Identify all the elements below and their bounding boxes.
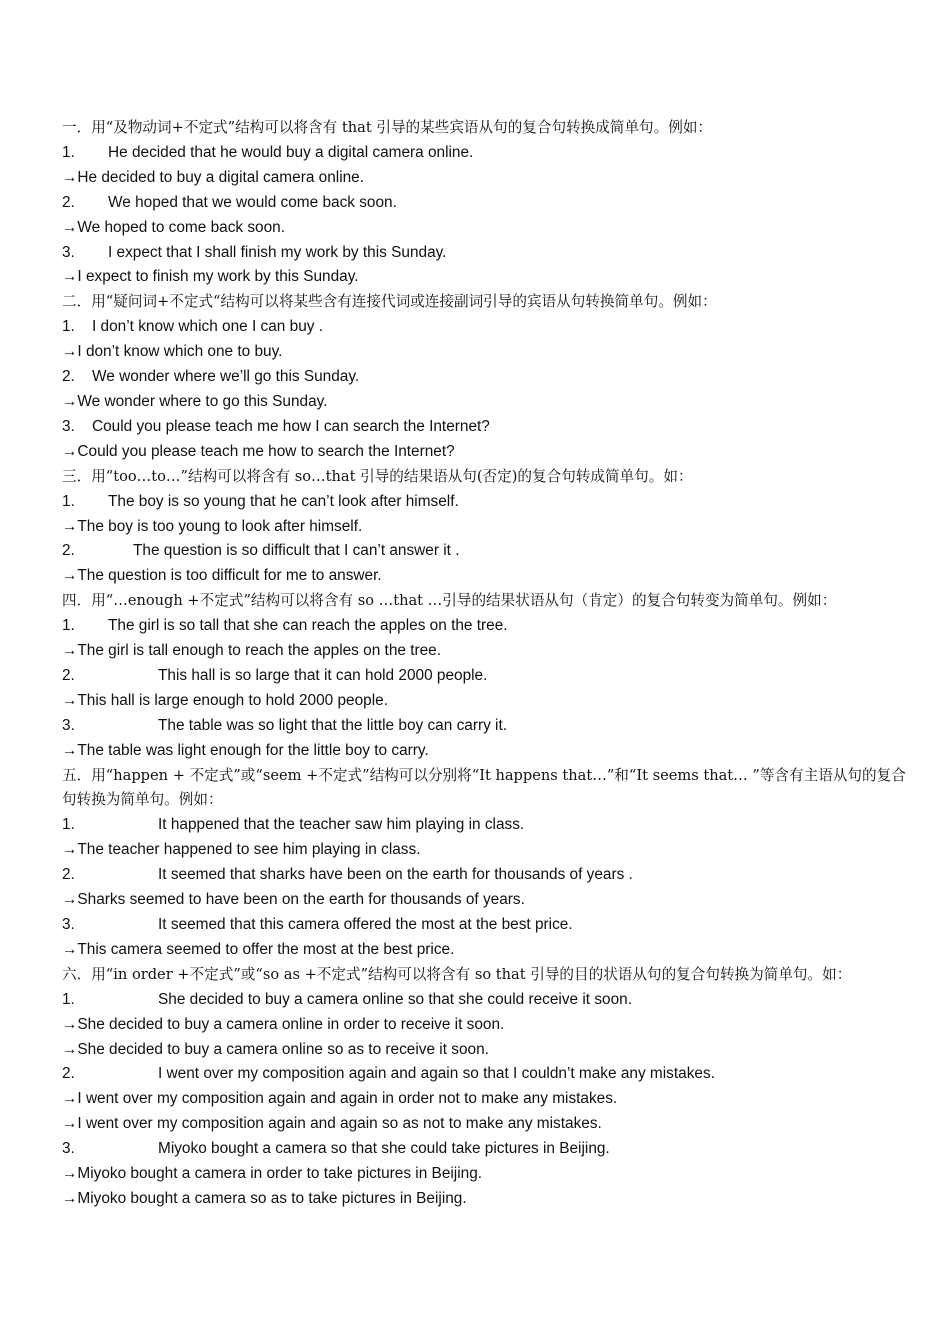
converted-sentence: →The question is too difficult for me to answer.: [62, 567, 382, 585]
example-sentence: [62, 315, 920, 340]
example-sentence: [62, 813, 920, 838]
section-heading: 一．用“及物动词+不定式”结构可以将含有 that 引导的某些宾语从句的复合句转换成简单句。例如：: [62, 119, 713, 136]
converted-sentence: →I expect to finish my work by this Sunday.: [62, 268, 359, 286]
item-number: 3.: [62, 417, 75, 435]
converted-sentence: →The teacher happened to see him playing in class.: [62, 841, 421, 859]
converted-sentence: →This hall is large enough to hold 2000 people.: [62, 691, 388, 709]
converted-sentence: →The table was light enough for the little boy to carry.: [62, 741, 429, 759]
converted-sentence: →She decided to buy a camera online so as to receive it soon.: [62, 1040, 489, 1058]
converted-sentence: →Could you please teach me how to search the Internet?: [62, 442, 455, 460]
original-sentence: Miyoko bought a camera so that she could take pictures in Beijing.: [158, 1140, 610, 1158]
item-number: 1.: [62, 816, 75, 834]
original-sentence: I went over my composition again and again so that I couldn’t make any mistakes.: [158, 1065, 715, 1083]
section-heading: 五．用“happen + 不定式”或“seem +不定式”结构可以分别将“It happens that…”和“It seems that… ”等含有主语从句的复合句转换为简单句。例如：: [62, 766, 906, 809]
example-sentence: [62, 863, 920, 888]
item-number: 1.: [62, 143, 75, 161]
original-sentence: She decided to buy a camera online so that she could receive it soon.: [158, 990, 632, 1008]
example-sentence: [62, 539, 920, 564]
example-sentence: [62, 714, 920, 739]
item-number: 2.: [62, 368, 75, 386]
converted-sentence: →The girl is tall enough to reach the apples on the tree.: [62, 642, 442, 660]
original-sentence: It happened that the teacher saw him playing in class.: [158, 816, 525, 834]
converted-sentence: →I went over my composition again and again in order not to make any mistakes.: [62, 1090, 618, 1108]
example-sentence: [62, 141, 920, 166]
original-sentence: He decided that he would buy a digital camera online.: [108, 143, 474, 161]
section-heading: 六．用“in order +不定式”或“so as +不定式”结构可以将含有 so that 引导的目的状语从句的复合句转换为简单句。如：: [62, 965, 852, 983]
item-number: 3.: [62, 916, 75, 933]
item-number: 2.: [62, 542, 75, 560]
item-number: 3.: [62, 1140, 75, 1158]
example-sentence: [62, 1062, 920, 1087]
converted-sentence: →I went over my composition again and again so as not to make any mistakes.: [62, 1115, 602, 1133]
converted-sentence: →Miyoko bought a camera in order to take pictures in Beijing.: [62, 1165, 483, 1183]
original-sentence: I expect that I shall finish my work by this Sunday.: [108, 243, 447, 261]
item-number: 2.: [62, 1065, 75, 1083]
original-sentence: The girl is so tall that she can reach the apples on the tree.: [108, 617, 508, 635]
original-sentence: We wonder where we’ll go this Sunday.: [92, 368, 360, 386]
example-sentence: [62, 191, 920, 216]
original-sentence: The table was so light that the little boy can carry it.: [158, 716, 508, 734]
section-heading: 三．用“too…to…”结构可以将含有 so…that 引导的结果语从句(否定)的复合句转成简单句。如：: [62, 467, 693, 485]
item-number: 1.: [62, 990, 75, 1008]
example-sentence: [62, 415, 920, 440]
original-sentence: The question is so difficult that I can’t answer it .: [133, 542, 460, 560]
converted-sentence: →Miyoko bought a camera so as to take pictures in Beijing.: [62, 1189, 467, 1207]
converted-sentence: →This camera seemed to offer the most at the best price.: [62, 940, 455, 958]
original-sentence: It seemed that sharks have been on the earth for thousands of years .: [158, 866, 633, 884]
item-number: 1.: [62, 492, 75, 510]
item-number: 3.: [62, 716, 75, 734]
original-sentence: Could you please teach me how I can search the Internet?: [92, 417, 490, 435]
example-sentence: [62, 241, 920, 266]
original-sentence: We hoped that we would come back soon.: [108, 193, 397, 211]
example-sentence: [62, 365, 920, 390]
original-sentence: It seemed that this camera offered the most at the best price.: [158, 916, 573, 933]
example-sentence: [62, 1137, 920, 1162]
example-sentence: [62, 988, 920, 1013]
item-number: 2.: [62, 193, 75, 211]
item-number: 2.: [62, 666, 75, 684]
converted-sentence: →The boy is too young to look after himself.: [62, 517, 363, 535]
section-heading: 四．用“…enough +不定式”结构可以将含有 so …that …引导的结果状语从句（肯定）的复合句转变为简单句。例如：: [62, 592, 837, 610]
converted-sentence: →He decided to buy a digital camera online.: [62, 168, 365, 186]
converted-sentence: →Sharks seemed to have been on the earth for thousands of years.: [62, 891, 525, 909]
converted-sentence: →She decided to buy a camera online in order to receive it soon.: [62, 1015, 505, 1033]
item-number: 2.: [62, 866, 75, 884]
item-number: 1.: [62, 318, 75, 336]
item-number: 1.: [62, 617, 75, 635]
example-sentence: [62, 913, 920, 938]
converted-sentence: →We wonder where to go this Sunday.: [62, 392, 328, 410]
example-sentence: [62, 664, 920, 689]
original-sentence: The boy is so young that he can’t look after himself.: [108, 492, 459, 510]
original-sentence: This hall is so large that it can hold 2000 people.: [158, 666, 488, 684]
example-sentence: [62, 490, 920, 515]
section-heading: 二．用“疑问词+不定式“结构可以将某些含有连接代词或连接副词引导的宾语从句转换简单句。例如：: [62, 293, 717, 311]
example-sentence: [62, 614, 920, 639]
converted-sentence: →We hoped to come back soon.: [62, 218, 286, 236]
original-sentence: I don’t know which one I can buy .: [92, 318, 323, 336]
converted-sentence: →I don’t know which one to buy.: [62, 343, 283, 361]
item-number: 3.: [62, 243, 75, 261]
